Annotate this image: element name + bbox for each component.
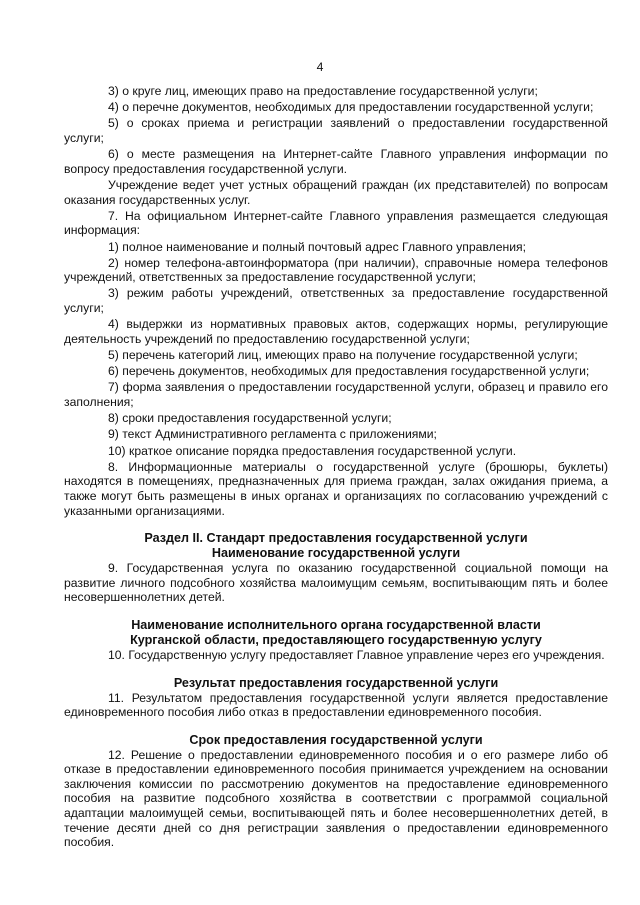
list-item: 9) текст Административного регламента с приложениями; [108,427,437,442]
clause-10: 10. Государственную услугу предоставляет Главное управление через его учреждения. [108,647,605,662]
result-heading: Результат предоставления государственной услуги [173,675,499,690]
paragraph: 6) о месте размещения на Интернет-сайте Главного управления информации по вопросу предоставления государственной услуги. [64,147,608,176]
list-item: 8) сроки предоставления государственной услуги; [108,411,392,426]
clause-8: 8. Информационные материалы о государственной услуге (брошюры, буклеты) находятся в помещениях, предназначенных для приема граждан, залах ожидания приема, а также могут быть размещены в иных органах и организациях по согласованию учреждений с указанными организациями. [64,459,608,518]
list-item: 3) режим работы учреждений, ответственных за предоставление государственной услуги; [64,286,608,316]
clause-11: 11. Результатом предоставления государственной услуги является предоставление единовременного пособия либо отказ в предоставлении единовременного пособия. [64,690,608,720]
document-body [64,84,608,850]
list-item: 10) краткое описание порядка предоставления государственной услуги. [108,443,517,458]
paragraph: 4) о перечне документов, необходимых для предоставлении государственной услуги; [108,100,594,115]
list-item: 7) форма заявления о предоставлении государственной услуги, образец и правило его заполнения; [64,380,608,409]
list-item: 2) номер телефона-автоинформатора (при наличии), справочные номера телефонов учреждений, ответственных за предоставление государственной услуги; [64,255,608,285]
list-item: 4) выдержки из нормативных правовых актов, содержащих нормы, регулирующие деятельность учреждений по предоставлению государственной услуги; [64,317,608,346]
executive-heading [64,618,608,648]
page-number: 4 [316,60,324,74]
term-heading: Срок предоставления государственной услуги [189,732,483,747]
list-item: 5) перечень категорий лиц, имеющих право на получение государственной услуги; [108,348,578,363]
list-item: 1) полное наименование и полный почтовый адрес Главного управления; [108,239,527,254]
executive-heading-line-2: Курганской области, предоставляющего государственную услугу [130,632,542,647]
paragraph: 5) о сроках приема и регистрации заявлений о предоставлении государственной услуги; [64,116,608,145]
clause-12: 12. Решение о предоставлении единовременного пособия и о его размере либо об отказе в предоставлении единовременного пособия принимается учреждением на основании заключения комиссии по рассмотрению документов на предоставление единовременного пособия на развитие подсобного хозяйства в соответствии с программой социальной адаптации малоимущей семьи, воспитывающей пять и более несовершеннолетних детей, в течение десяти дней со дня регистрации заявления о предоставлении единовременного пособия. [64,747,608,850]
paragraph: 3) о круге лиц, имеющих право на предоставление государственной услуги; [108,84,538,98]
paragraph: Учреждение ведет учет устных обращений граждан (их представителей) по вопросам оказания государственных услуг. [64,177,608,207]
service-name-heading: Наименование государственной услуги [211,546,461,561]
executive-heading-line-1: Наименование исполнительного органа государственной власти [131,617,541,632]
clause-9: 9. Государственная услуга по оказанию государственной социальной помощи на развитие личного подсобного хозяйства малоимущим семьям, воспитывающим пять и более несовершеннолетних детей. [64,561,608,605]
list-item: 6) перечень документов, необходимых для предоставления государственной услуги; [108,364,590,379]
section-title: Раздел II. Стандарт предоставления государственной услуги [144,531,528,546]
clause-7-lead: 7. На официальном Интернет-сайте Главного управления размещается следующая информация: [64,208,608,238]
